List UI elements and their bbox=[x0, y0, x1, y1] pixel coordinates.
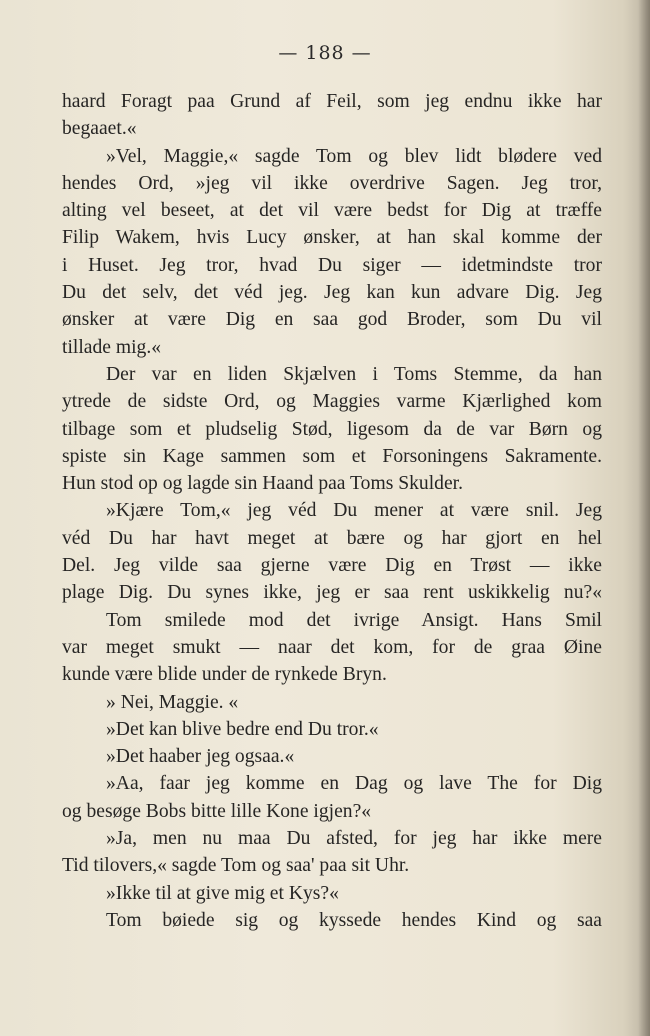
text-line: ytrede de sidste Ord, og Maggies varme Kjærlighed kom bbox=[62, 391, 602, 413]
text-line: kunde være blide under de rynkede Bryn. bbox=[62, 664, 387, 686]
text-line: »Det haaber jeg ogsaa.« bbox=[106, 746, 295, 768]
text-line: var meget smukt — naar det kom, for de graa Øine bbox=[62, 636, 602, 658]
text-line: Hun stod op og lagde sin Haand paa Toms Skulder. bbox=[62, 473, 463, 495]
text-line: »Det kan blive bedre end Du tror.« bbox=[106, 718, 379, 740]
page-number-header: — 188 — bbox=[278, 42, 372, 64]
text-line: Tom smilede mod det ivrige Ansigt. Hans Smil bbox=[106, 609, 602, 631]
body-text bbox=[62, 88, 602, 934]
text-line: haard Foragt paa Grund af Feil, som jeg endnu ikke har bbox=[62, 91, 602, 112]
text-line: »Vel, Maggie,« sagde Tom og blev lidt blødere ved bbox=[106, 145, 602, 167]
text-line: »Aa, faar jeg komme en Dag og lave The for Dig bbox=[106, 773, 602, 795]
text-line: »Ja, men nu maa Du afsted, for jeg har ikke mere bbox=[106, 828, 602, 850]
text-line: plage Dig. Du synes ikke, jeg er saa rent uskikkelig nu?« bbox=[62, 582, 602, 604]
text-line: Tom bøiede sig og kyssede hendes Kind og saa bbox=[106, 909, 602, 931]
text-line: i Huset. Jeg tror, hvad Du siger — idetmindste tror bbox=[62, 254, 602, 276]
text-line: og besøge Bobs bitte lille Kone igjen?« bbox=[62, 800, 372, 822]
text-line: Du det selv, det véd jeg. Jeg kan kun advare Dig. Jeg bbox=[62, 282, 602, 304]
text-line: tillade mig.« bbox=[62, 336, 162, 358]
text-line: Del. Jeg vilde saa gjerne være Dig en Trøst — ikke bbox=[62, 555, 602, 577]
page-edge-shadow bbox=[638, 0, 650, 1036]
text-line: »Kjære Tom,« jeg véd Du mener at være snil. Jeg bbox=[106, 500, 602, 522]
text-line: véd Du har havt meget at bære og har gjort en hel bbox=[62, 527, 602, 549]
text-line: » Nei, Maggie. « bbox=[106, 691, 239, 713]
text-line: spiste sin Kage sammen som et Forsoningens Sakramente. bbox=[62, 445, 602, 467]
text-line: begaaet.« bbox=[62, 118, 137, 140]
text-line: Filip Wakem, hvis Lucy ønsker, at han skal komme der bbox=[62, 227, 602, 249]
text-line: ønsker at være Dig en saa god Broder, som Du vil bbox=[62, 309, 602, 331]
text-line: tilbage som et pludselig Stød, ligesom da de var Børn og bbox=[62, 418, 602, 440]
text-line: Tid tilovers,« sagde Tom og saa' paa sit Uhr. bbox=[62, 855, 410, 877]
text-line: alting vel beseet, at det vil være bedst for Dig at træffe bbox=[62, 200, 602, 222]
text-line: Der var en liden Skjælven i Toms Stemme, da han bbox=[106, 363, 602, 385]
text-line: hendes Ord, »jeg vil ikke overdrive Sagen. Jeg tror, bbox=[62, 172, 602, 194]
text-line: »Ikke til at give mig et Kys?« bbox=[106, 882, 339, 904]
